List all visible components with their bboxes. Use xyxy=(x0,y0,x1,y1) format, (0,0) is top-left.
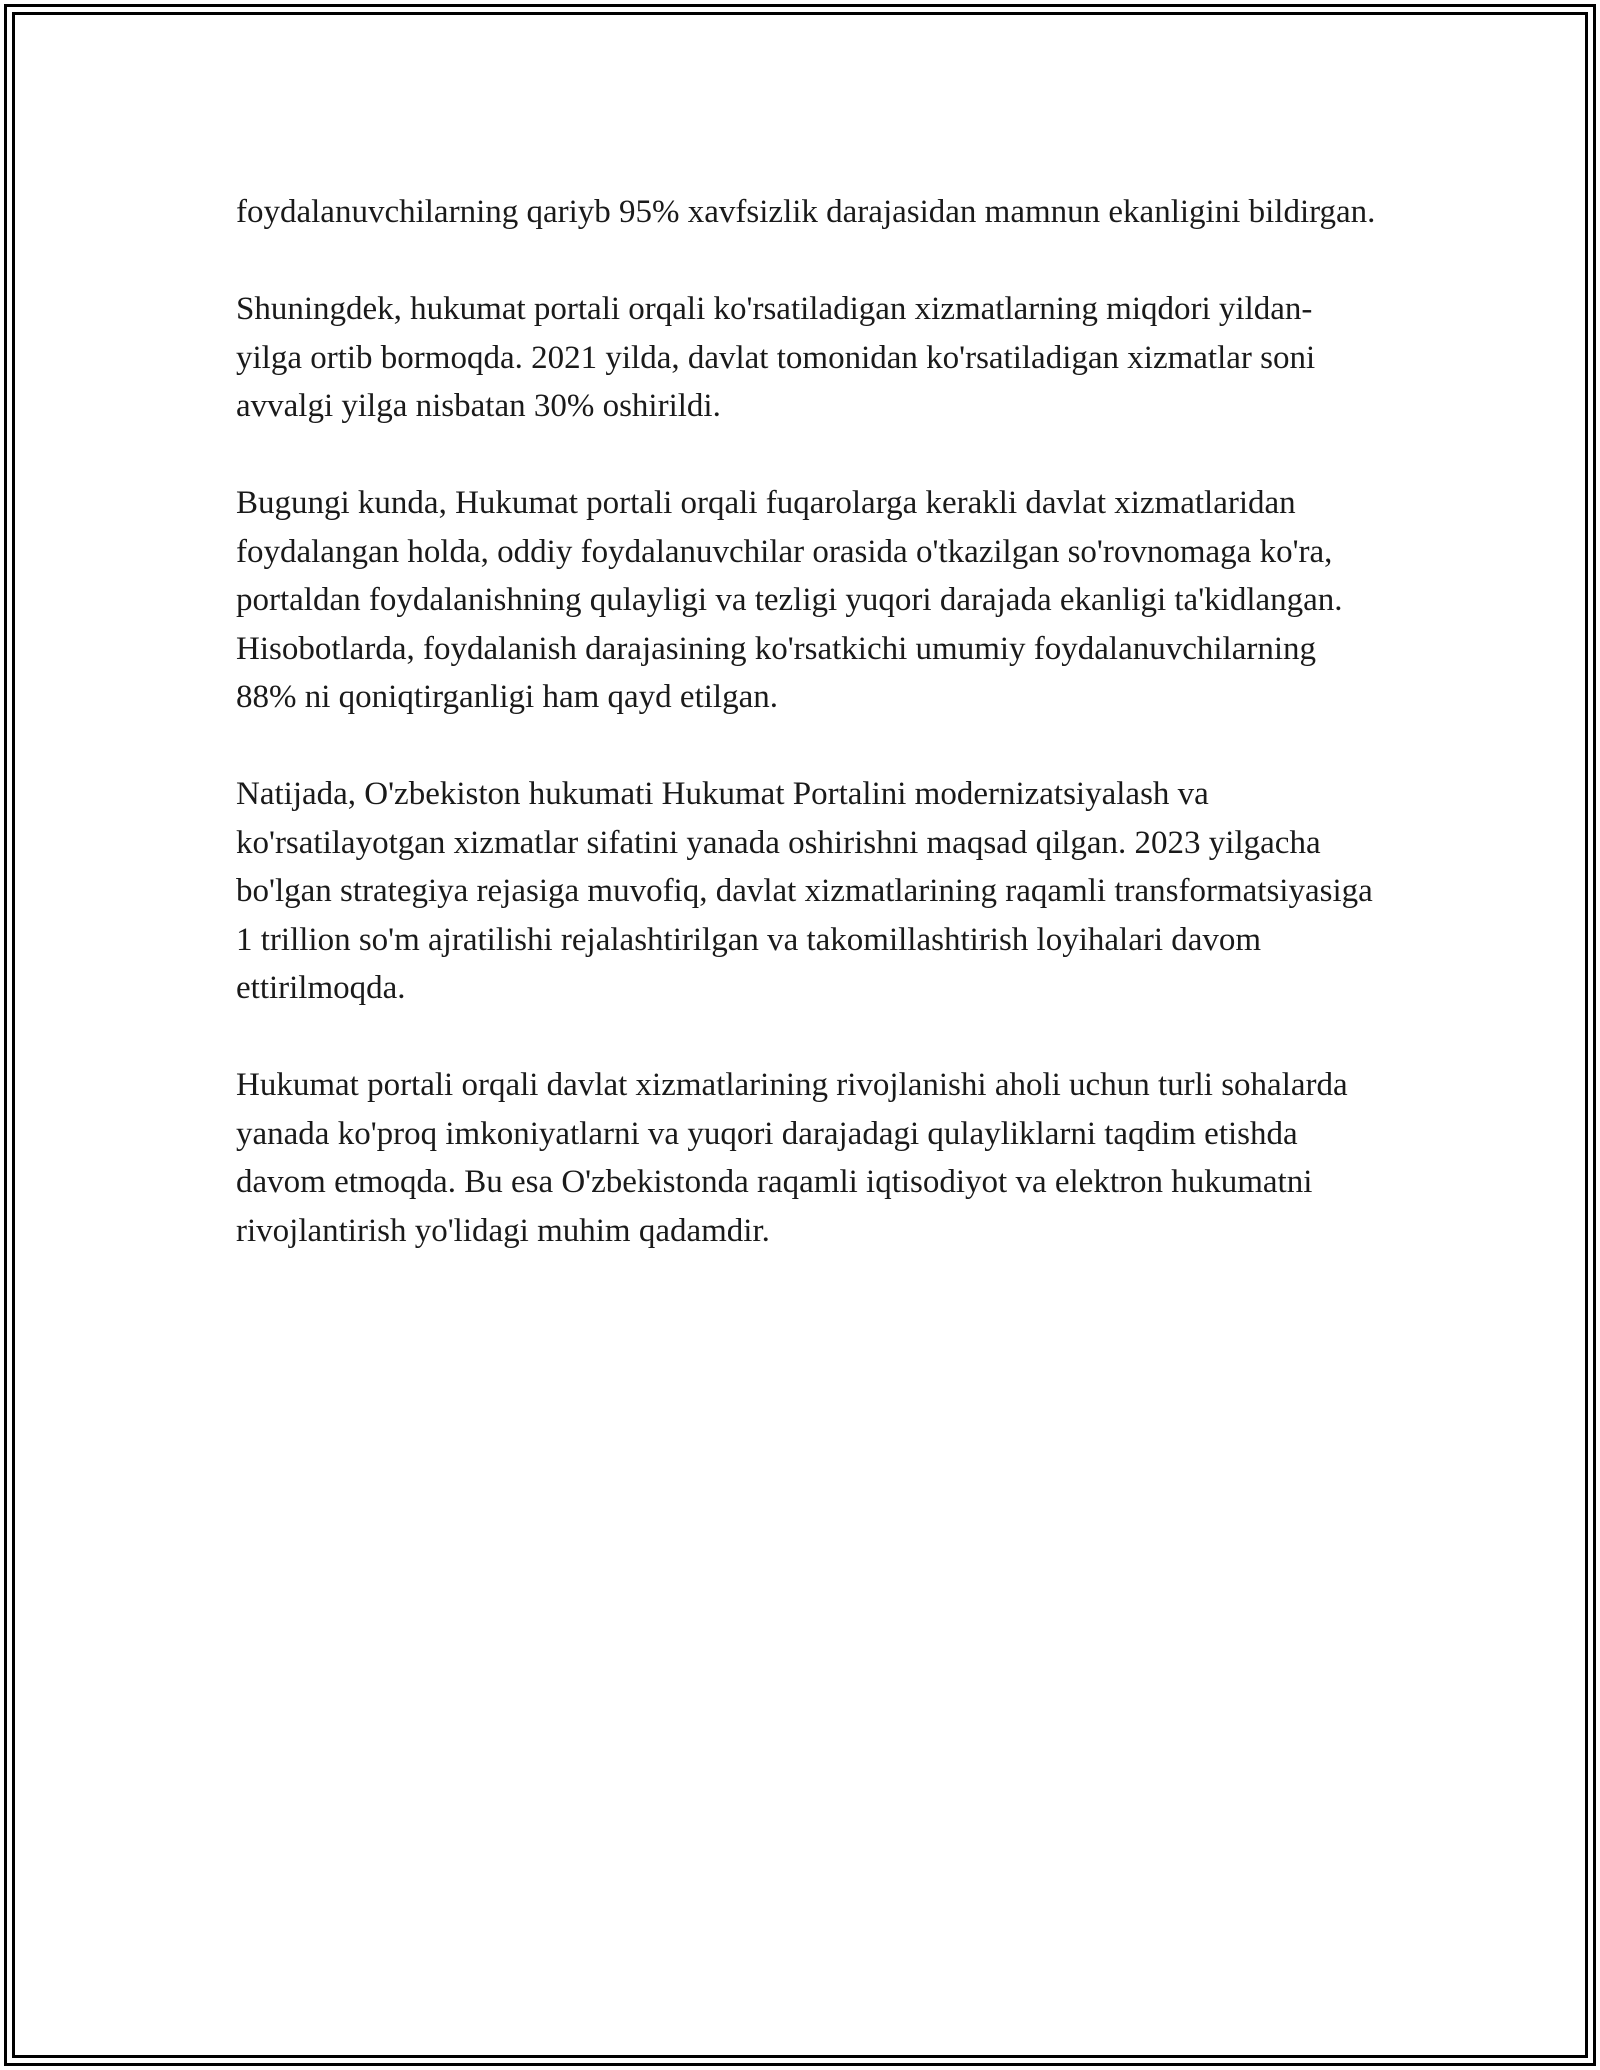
paragraph-1: foydalanuvchilarning qariyb 95% xavfsizlik darajasidan mamnun ekanligini bildirgan. xyxy=(236,194,1376,230)
paragraph-2: Shuningdek, hukumat portali orqali ko'rsatiladigan xizmatlarning miqdori yildan-yilga ortib bormoqda. 2021 yilda, davlat tomonidan ko'rsatiladigan xizmatlar soni avvalgi yilga nisbatan 30% oshirildi. xyxy=(236,291,1316,424)
paragraph-3: Bugungi kunda, Hukumat portali orqali fuqarolarga kerakli davlat xizmatlaridan foydalangan holda, oddiy foydalanuvchilar orasida o'tkazilgan so'rovnomaga ko'ra, portaldan foydalanishning qulayligi va tezligi yuqori darajada ekanligi ta'kidlangan. Hisobotlarda, foydalanish darajasining ko'rsatkichi umumiy foydalanuvchilarning 88% ni qoniqtirganligi ham qayd etilgan. xyxy=(236,485,1343,715)
paragraph-5: Hukumat portali orqali davlat xizmatlarining rivojlanishi aholi uchun turli sohalarda yanada ko'proq imkoniyatlarni va yuqori darajadagi qulayliklarni taqdim etishda davom etmoqda. Bu esa O'zbekistonda raqamli iqtisodiyot va elektron hukumatni rivojlantirish yo'lidagi muhim qadamdir. xyxy=(236,1067,1348,1249)
paragraph-4: Natijada, O'zbekiston hukumati Hukumat Portalini modernizatsiyalash va ko'rsatilayotgan xizmatlar sifatini yanada oshirishni maqsad qilgan. 2023 yilgacha bo'lgan strategiya rejasiga muvofiq, davlat xizmatlarining raqamli transformatsiyasiga 1 trillion so'm ajratilishi rejalashtirilgan va takomillashtirish loyihalari davom ettirilmoqda. xyxy=(236,776,1373,1006)
document-body xyxy=(236,188,1376,1304)
